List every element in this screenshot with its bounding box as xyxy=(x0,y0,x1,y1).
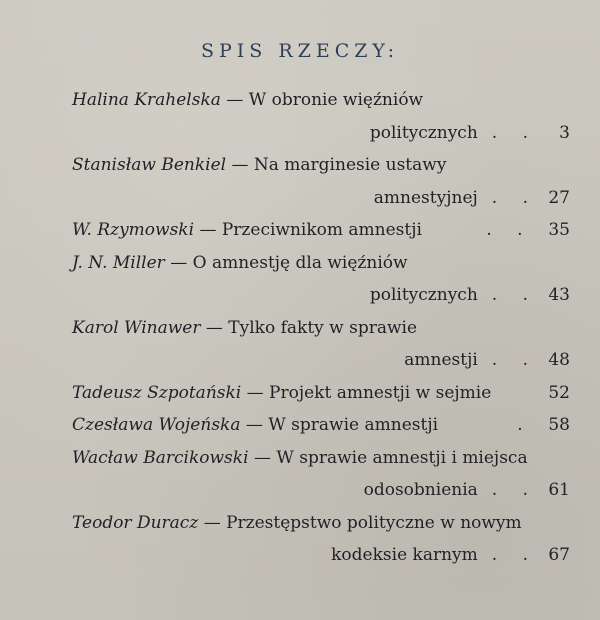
toc-entry-line-2 xyxy=(72,539,570,572)
toc-author: J. N. Miller xyxy=(72,252,165,273)
toc-entry-line-1 xyxy=(72,507,570,540)
toc-title-continued: amnestji xyxy=(404,350,478,370)
toc-leader-dots: . xyxy=(517,415,533,435)
toc-page-number: 61 xyxy=(548,480,570,500)
toc-author: Halina Krahelska xyxy=(72,90,221,110)
toc-page-number: 52 xyxy=(548,382,570,403)
toc-page-number: 67 xyxy=(548,545,570,565)
toc-entry xyxy=(72,377,570,410)
toc-title: W obronie więźniów xyxy=(248,90,424,110)
toc-page-number: 35 xyxy=(548,220,570,240)
toc-author: Karol Winawer xyxy=(72,317,201,338)
toc-title-continued: odosobnienia xyxy=(363,480,478,500)
toc-page-number: 27 xyxy=(548,187,570,208)
toc-author: Teodor Duracz xyxy=(72,512,199,533)
toc-leader-dots: . . xyxy=(491,187,538,208)
toc-entry-tail xyxy=(472,214,570,247)
toc-entry-line-2 xyxy=(72,474,570,507)
toc-title: W sprawie amnestji xyxy=(268,415,439,435)
toc-leader-dots: . . xyxy=(491,545,538,565)
toc-entry-line-2 xyxy=(72,182,570,215)
toc-entry-line-2 xyxy=(72,117,570,150)
toc-entry xyxy=(72,214,570,247)
toc-dash: — xyxy=(245,415,263,435)
toc-author: Stanisław Benkiel xyxy=(72,155,227,175)
toc-entry-tail xyxy=(544,377,570,410)
toc-leader-dots: . . xyxy=(486,220,533,240)
toc-page-number: 58 xyxy=(548,415,570,435)
toc-entry xyxy=(72,149,570,214)
toc-dash: — xyxy=(203,512,221,533)
toc-page-number: 43 xyxy=(548,285,570,305)
toc-dash: — xyxy=(199,220,217,240)
toc-leader-dots: . . xyxy=(491,350,538,370)
toc-title: Projekt amnestji w sejmie xyxy=(269,382,492,403)
toc-entry-tail xyxy=(503,409,570,442)
toc-entry-text xyxy=(72,214,422,247)
toc-dash: — xyxy=(170,252,188,273)
toc-entry-line-2 xyxy=(72,344,570,377)
toc-entry-line-1 xyxy=(72,149,570,182)
toc-title: W sprawie amnestji i miejsca xyxy=(276,447,528,468)
toc-title-continued: politycznych xyxy=(369,285,478,305)
toc-entry-text xyxy=(72,409,438,442)
toc-entry xyxy=(72,312,570,377)
toc-page-number: 48 xyxy=(548,350,570,370)
toc-heading: SPIS RZECZY: xyxy=(200,40,400,62)
toc-entry-line-1 xyxy=(72,442,570,475)
toc-title-continued: amnestyjnej xyxy=(373,187,478,208)
toc-entry-line-1 xyxy=(72,312,570,345)
toc-entry-line-2 xyxy=(72,279,570,312)
toc-entry xyxy=(72,247,570,312)
toc-author: Czesława Wojeńska xyxy=(72,415,241,435)
toc-dash: — xyxy=(231,155,249,175)
toc-leader-dots: . . xyxy=(491,480,538,500)
toc-title: Przestępstwo polityczne w nowym xyxy=(226,512,522,533)
toc-dash: — xyxy=(253,447,271,468)
toc-entry-text xyxy=(72,377,491,410)
toc-dash: — xyxy=(246,382,264,403)
toc-entry-line-1 xyxy=(72,247,570,280)
toc-author: W. Rzymowski xyxy=(72,220,195,240)
toc-dash: — xyxy=(205,317,223,338)
toc-title: O amnestję dla więźniów xyxy=(192,252,408,273)
toc-author: Tadeusz Szpotański xyxy=(72,382,242,403)
toc-title-continued: kodeksie karnym xyxy=(331,545,478,565)
toc-page-number: 3 xyxy=(559,122,570,143)
toc-entry-line-1 xyxy=(72,84,570,117)
toc-title: Przeciwnikom amnestji xyxy=(221,220,422,240)
toc-dash: — xyxy=(226,90,244,110)
toc-entry xyxy=(72,442,570,507)
toc-entry xyxy=(72,84,570,149)
toc-title-continued: politycznych xyxy=(369,122,478,143)
toc-entry xyxy=(72,507,570,572)
toc-author: Wacław Barcikowski xyxy=(72,447,249,468)
toc-title: Na marginesie ustawy xyxy=(253,155,447,175)
toc-entry xyxy=(72,409,570,442)
toc-leader-dots: . . xyxy=(491,285,538,305)
toc-leader-dots: . . xyxy=(491,122,538,143)
toc-title: Tylko fakty w sprawie xyxy=(228,317,418,338)
table-of-contents xyxy=(72,84,570,572)
